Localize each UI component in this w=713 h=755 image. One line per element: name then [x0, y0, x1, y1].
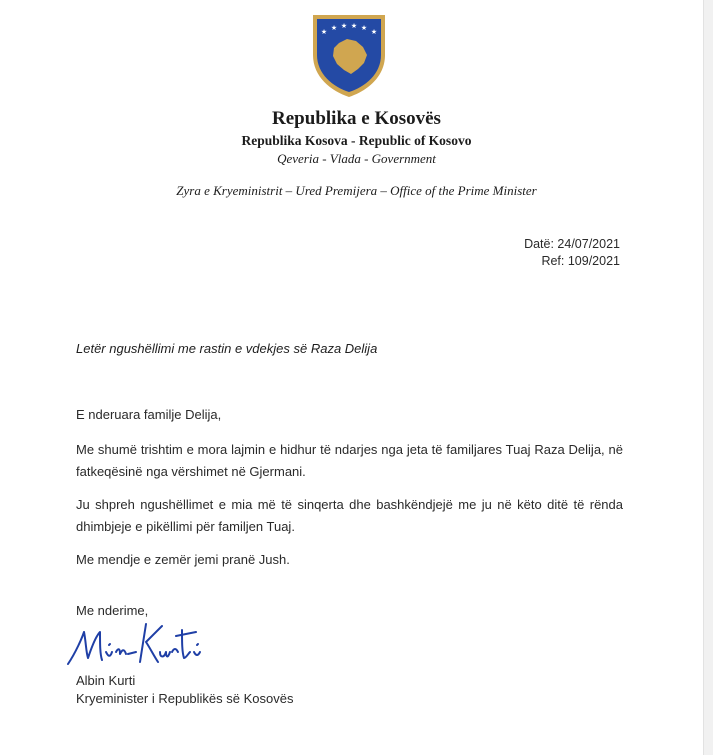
closing-line: Me nderime,: [76, 603, 149, 618]
page-edge: [703, 0, 713, 755]
svg-text:★: ★: [330, 24, 338, 32]
body-paragraph: Me shumë trishtim e mora lajmin e hidhur të ndarjes nga jeta të familjares Tuaj Raza Delija, në fatkeqësinë nga vërshimet në Gjermani.: [76, 442, 623, 479]
handwritten-signature-icon: [62, 612, 212, 672]
letter-subject: Letër ngushëllimi me rastin e vdekjes së Raza Delija: [76, 341, 378, 356]
svg-text:★: ★: [320, 28, 328, 36]
svg-text:★: ★: [340, 22, 348, 30]
country-name: Republika e Kosovës: [272, 108, 441, 129]
letter-ref: Ref: 109/2021: [541, 254, 620, 268]
signatory-title: Kryeminister i Republikës së Kosovës: [76, 691, 294, 706]
svg-text:★: ★: [360, 24, 368, 32]
signatory-name: Albin Kurti: [76, 673, 136, 688]
country-name-alt: Republika Kosova - Republic of Kosovo: [241, 133, 472, 148]
svg-text:★: ★: [370, 28, 378, 36]
body-paragraph: Ju shpreh ngushëllimet e mia më të sinqerta dhe bashkëndjejë me ju në këto ditë të rënda dhimbjeje e pikëllimi për familjen Tuaj.: [76, 497, 623, 534]
body-paragraph: Me mendje e zemër jemi pranë Jush.: [76, 552, 290, 567]
salutation: E nderuara familje Delija,: [76, 407, 222, 422]
letter-date: Datë: 24/07/2021: [524, 237, 620, 251]
government-line: Qeveria - Vlada - Government: [277, 151, 436, 166]
kosovo-coat-of-arms-icon: [309, 11, 389, 99]
svg-text:★: ★: [350, 22, 358, 30]
office-line: Zyra e Kryeministrit – Ured Premijera – Office of the Prime Minister: [176, 183, 537, 198]
